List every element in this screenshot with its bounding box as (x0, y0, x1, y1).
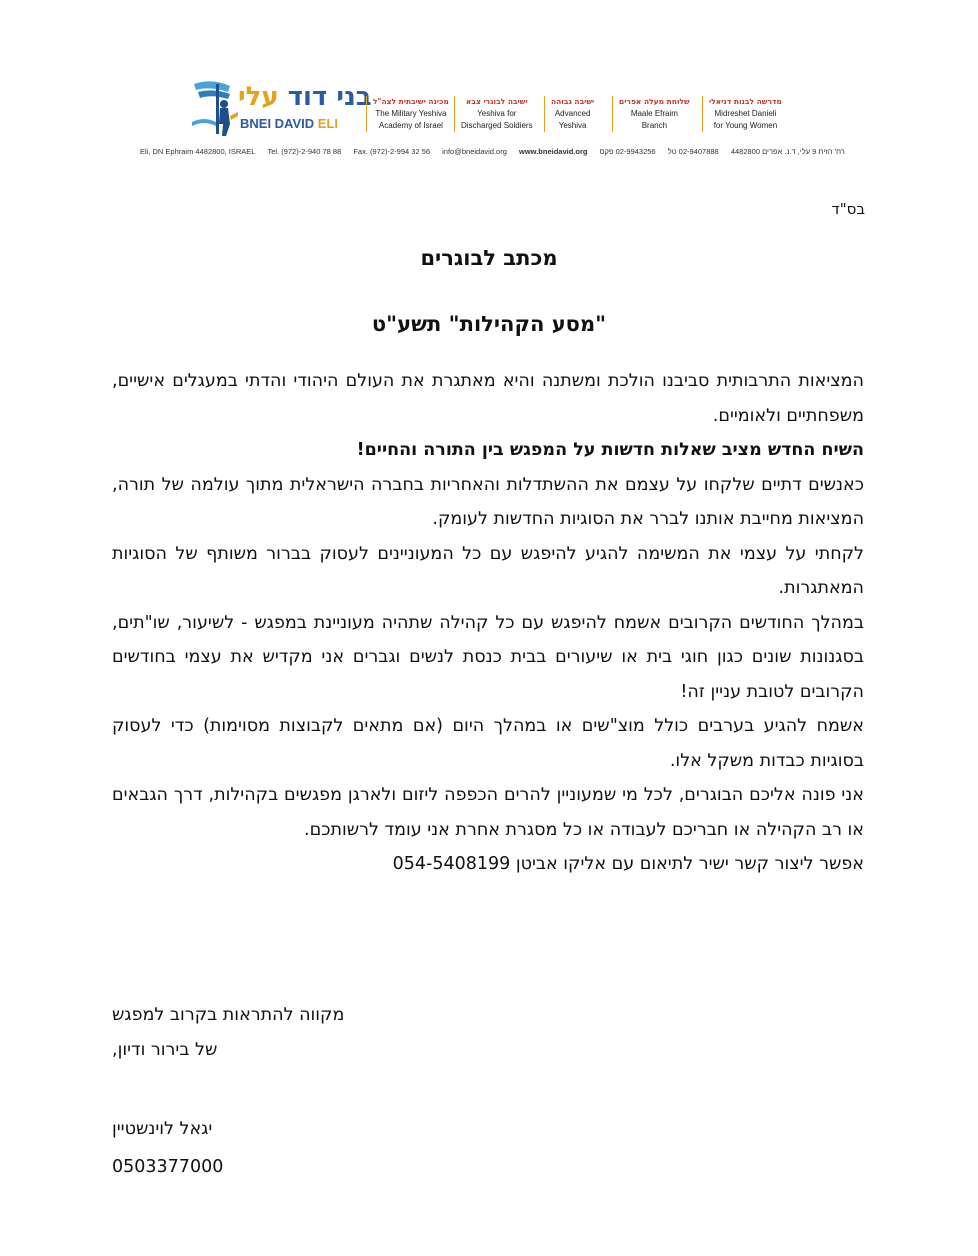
paragraph-bold: השיח החדש מציב שאלות חדשות על המפגש בין התורה והחיים! (356, 440, 864, 460)
paragraph: אשמח להגיע בערבים כולל מוצ"שים או במהלך היום (אם מתאים לקבוצות מסוימות) כדי לעסוק בסוגיות כבדות משקל אלו. (112, 716, 864, 771)
branch-military-yeshiva: מכינה ישיבתית לצה"ל The Military Yeshiva Academy of Israel (366, 96, 449, 132)
paragraph: המציאות התרבותית סביבנו הולכת ומשתנה והיא מאתגרת את העולם היהודי והדתי במעגלים אישיים, משפחתיים ולאומיים. (112, 371, 864, 426)
signature-block (112, 1110, 223, 1186)
contact-line: Eli, DN Ephraim 4482800, ISRAEL Tel. (972)-2-940 78 88 Fax. (972)-2-994 32 56 info@bneidavid.org www.bneidavid.org 02-9943256 פקס 02-9407888 טל רח' הזית 9 עלי, ד.נ. אפרים 4482800 (140, 147, 845, 156)
bsd-header: בס"ד (831, 200, 865, 218)
letter-title: מכתב לבוגרים (420, 246, 558, 270)
signer-phone: 0503377000 (112, 1157, 224, 1177)
branch-advanced-yeshiva: ישיבה גבוהה Advanced Yeshiva (544, 96, 594, 132)
letter-body (112, 364, 864, 882)
paragraph: כאנשים דתיים שלקחו על עצמם את ההשתדלות והאחריות בחברה הישראלית מתוך עולמה של תורה, המציאות מחייבת אותנו לברר את הסוגיות החדשות לעומק. (112, 474, 864, 529)
closing-line: מקווה להתראות בקרוב למפגש (112, 1005, 345, 1025)
letterhead (0, 0, 978, 160)
soldier-flag-icon (190, 78, 240, 138)
brand-name-hebrew: בני דוד עלי (238, 82, 372, 112)
branch-discharged-soldiers: ישיבה לבוגרי צבא Yeshiva for Discharged Soldiers (454, 96, 533, 132)
bnei-david-logo (190, 78, 370, 140)
paragraph: לקחתי על עצמי את המשימה להגיע להיפגש עם כל המעוניינים לעסוק בברור משותף של הסוגיות המאתגרות. (112, 543, 864, 598)
brand-name-english: BNEI DAVID ELI (240, 116, 339, 131)
paragraph: במהלך החודשים הקרובים אשמח להיפגש עם כל קהילה שתהיה מעוניינת במפגש - לשיעור, שו"תים, בסגנונות שונים כגון חוגי בית או שיעורים בבית כנסת לנשים וגברים אני מקדיש את עצמי בחודשים הקרובים לטובת עניין זה! (112, 612, 864, 702)
branch-list (366, 96, 796, 140)
signer-name: יגאל לוינשטיין (112, 1119, 213, 1139)
letter-closing (112, 998, 344, 1067)
branch-maale-efraim: שלוחת מעלה אפרים Maale Efraim Branch (612, 96, 690, 132)
closing-line: של בירור ודיון, (112, 1039, 218, 1060)
contact-paragraph: אפשר ליצור קשר ישיר לתיאום עם אליקו אביטן 054-5408199 (392, 854, 864, 874)
letter-subtitle: "מסע הקהילות" תשע"ט (371, 312, 607, 336)
paragraph: אני פונה אליכם הבוגרים, לכל מי שמעוניין להרים הכפפה ליזום ולארגן מפגשים בקהילות, דרך הגבאים או רב הקהילה או חבריכם לעבודה או כל מסגרת אחרת אני עומד לרשותכם. (112, 785, 864, 840)
branch-midreshet-danieli: מדרשה לבנות דניאלי Midreshet Danieli for Young Women (702, 96, 782, 132)
